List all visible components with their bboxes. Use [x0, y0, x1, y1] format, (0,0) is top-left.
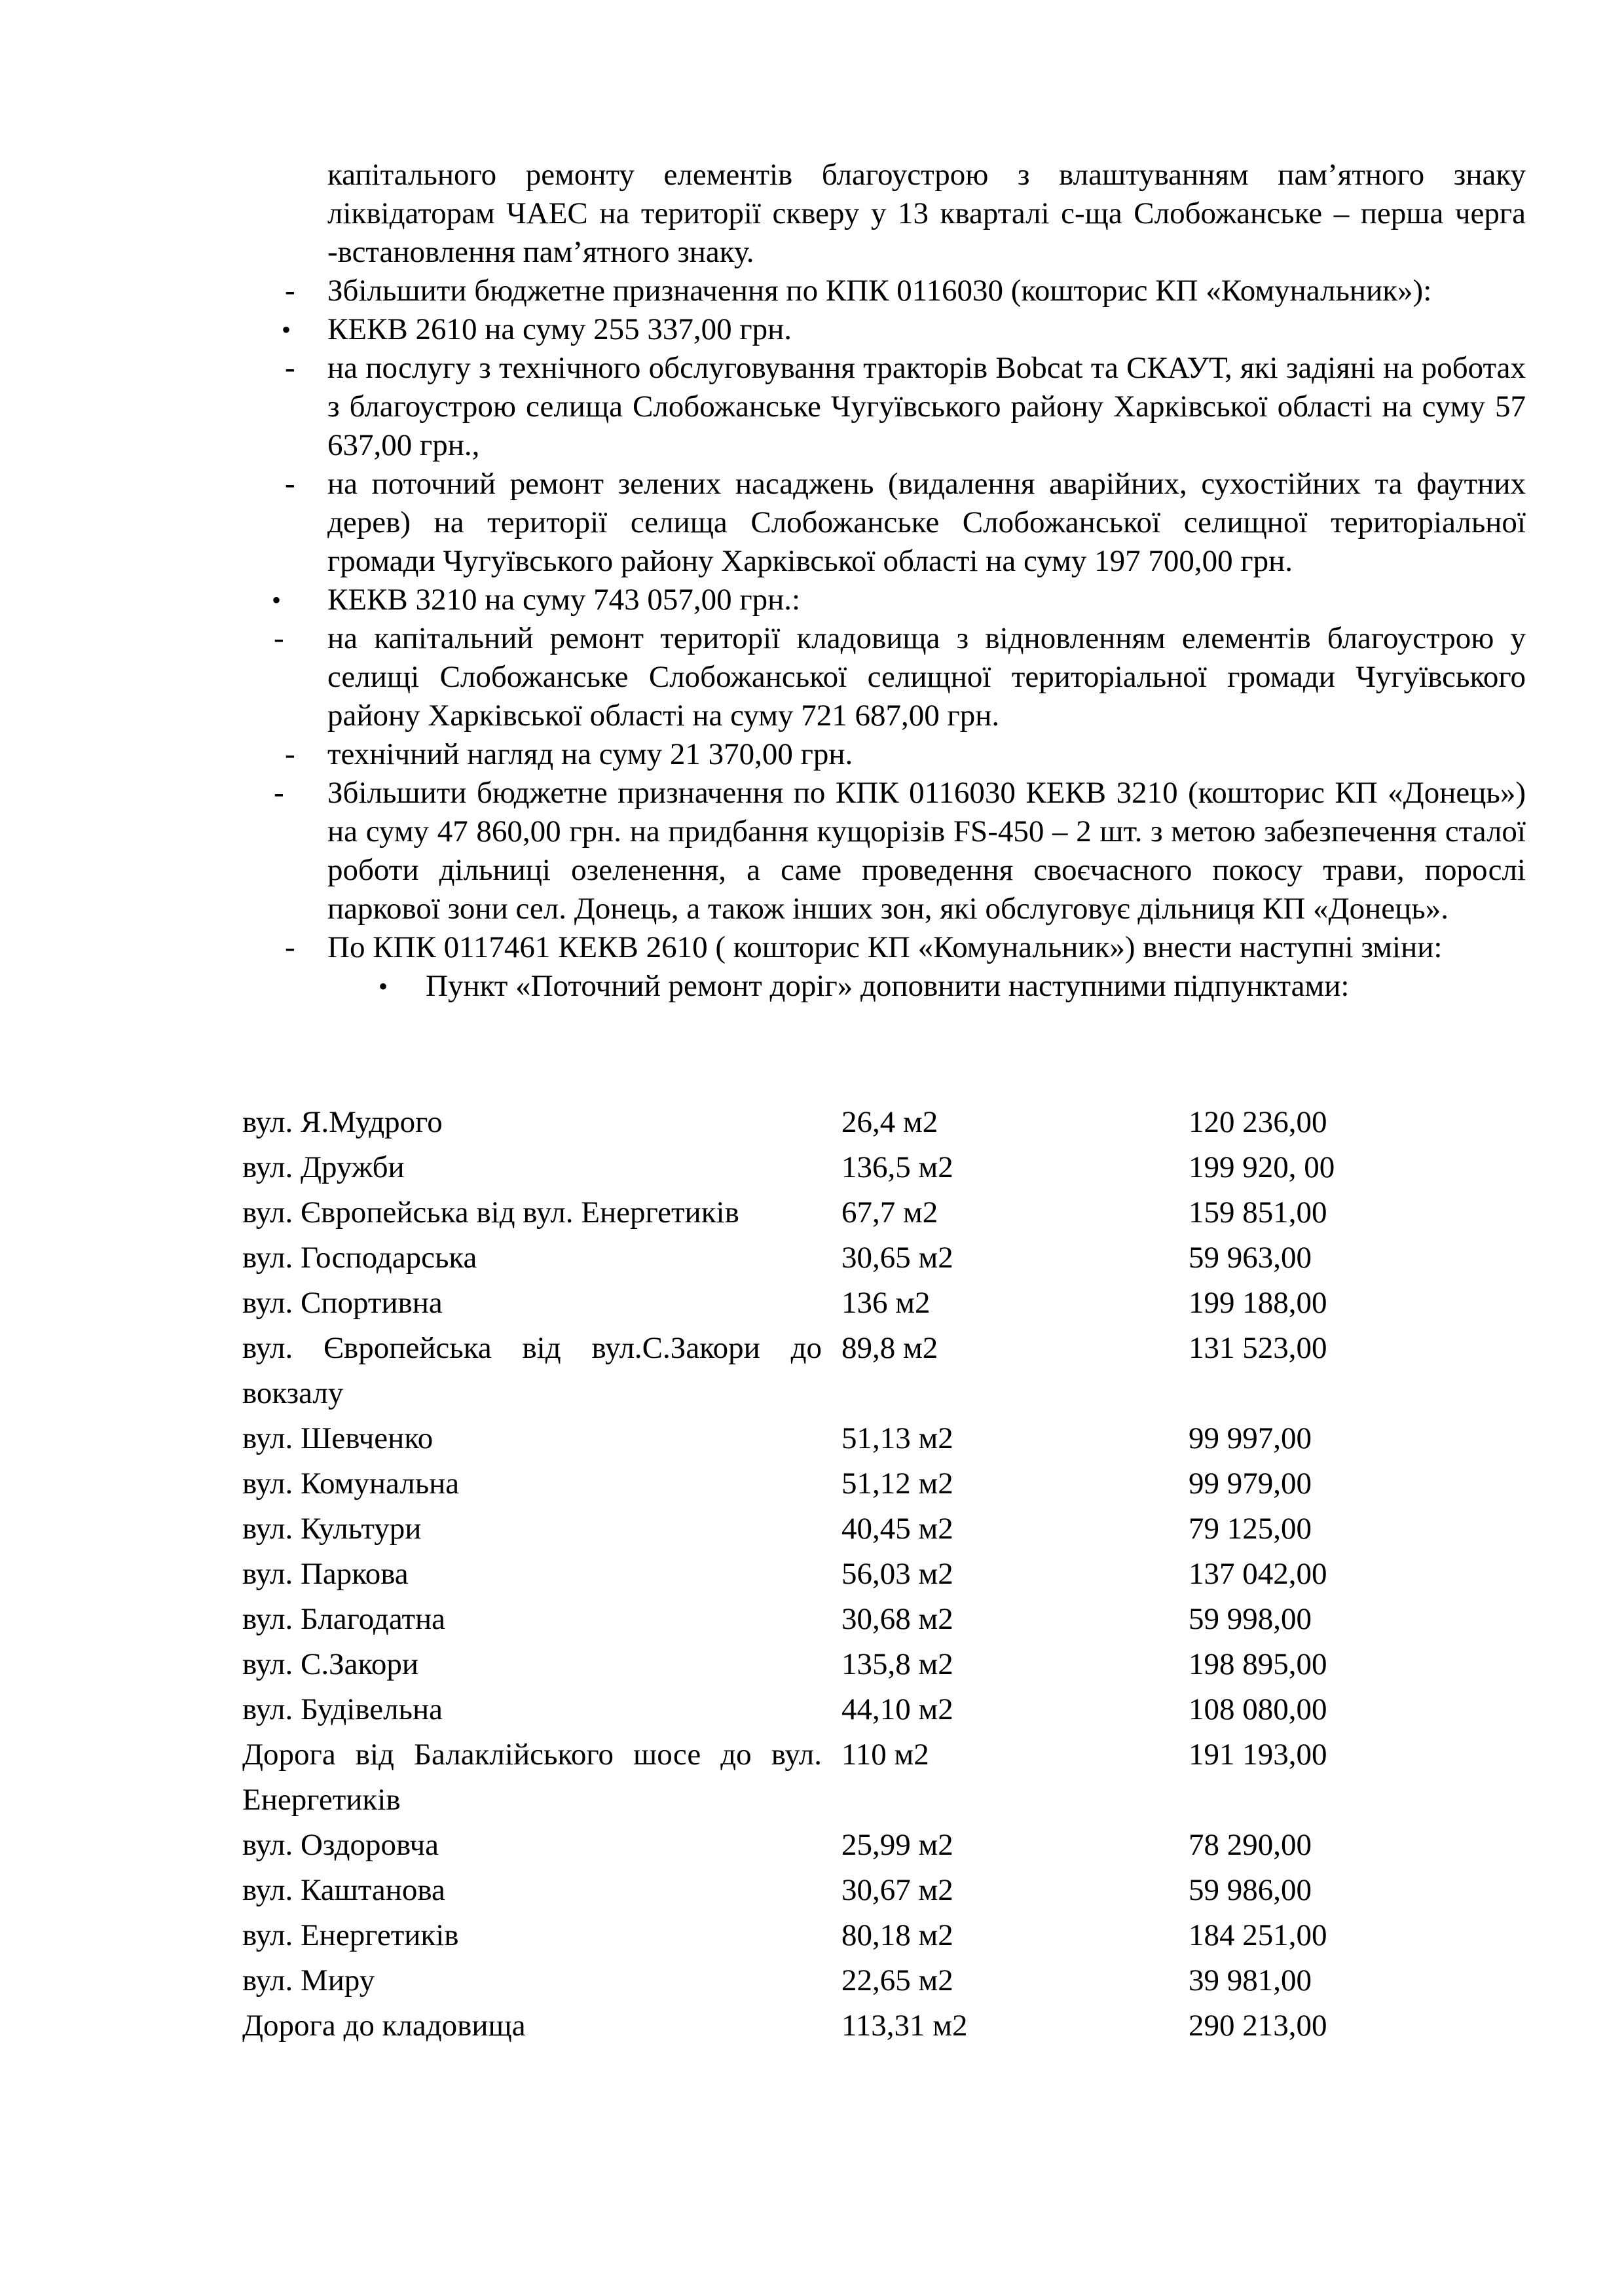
- road-sum: 184 251,00: [1189, 1918, 1327, 1952]
- road-sum: 39 981,00: [1189, 1963, 1312, 1997]
- dash-marker: -: [285, 351, 295, 385]
- list-item-dash: [242, 272, 1526, 310]
- road-name: вул. Господарська: [242, 1241, 477, 1275]
- table-row: [242, 1868, 1421, 1913]
- paragraph-text: КЕКВ 3210 на суму 743 057,00 грн.:: [327, 583, 801, 617]
- table-row: [242, 1235, 1421, 1281]
- road-area: 30,65 м2: [841, 1241, 953, 1275]
- table-row: [242, 1281, 1421, 1326]
- table-row: [242, 1416, 1421, 1461]
- road-sum: 159 851,00: [1189, 1195, 1327, 1230]
- table-row: [242, 1190, 1421, 1235]
- table-row: [242, 1100, 1421, 1145]
- road-sum: 108 080,00: [1189, 1692, 1327, 1726]
- paragraph-text: капітального ремонту елементів благоустрою з влаштуванням пам’ятного знаку ліквідаторам ЧАЕС на території скверу у 13 кварталі с-ща Слобожанське – перша черга -встановлення пам’ятного знаку.: [327, 158, 1526, 269]
- road-sum: 78 290,00: [1189, 1828, 1312, 1862]
- road-name: вул. Каштанова: [242, 1873, 445, 1907]
- table-row: [242, 1732, 1421, 1823]
- road-name: Дорога до кладовища: [242, 2009, 526, 2043]
- table-row: [242, 1958, 1421, 2003]
- road-sum: 99 997,00: [1189, 1421, 1312, 1455]
- road-name: вул. Дружби: [242, 1150, 405, 1184]
- list-item-bullet: [242, 581, 1526, 619]
- road-name: вул. Європейська від вул. Енергетиків: [242, 1195, 739, 1230]
- road-name: вул. Культури: [242, 1512, 422, 1546]
- road-name: вул. Шевченко: [242, 1421, 434, 1455]
- paragraph-text: технічний нагляд на суму 21 370,00 грн.: [327, 737, 853, 771]
- road-area: 25,99 м2: [841, 1828, 953, 1862]
- road-name: вул. Комунальна: [242, 1467, 460, 1501]
- list-item-dash: [242, 928, 1526, 967]
- road-area: 113,31 м2: [841, 2009, 968, 2043]
- road-sum: 79 125,00: [1189, 1512, 1312, 1546]
- road-area: 67,7 м2: [841, 1195, 938, 1230]
- road-area: 136,5 м2: [841, 1150, 953, 1184]
- list-item-subbullet: [242, 967, 1526, 1006]
- road-name: вул. С.Закори: [242, 1647, 419, 1681]
- road-area: 44,10 м2: [841, 1692, 953, 1726]
- dash-marker: -: [285, 737, 295, 771]
- road-name: вул. Європейська від вул.С.Закори до вокзалу: [242, 1331, 822, 1410]
- road-area: 136 м2: [841, 1286, 931, 1320]
- road-sum: 59 998,00: [1189, 1602, 1312, 1636]
- table-row: [242, 1823, 1421, 1868]
- paragraph-text: на капітальний ремонт території кладовища з відновленням елементів благоустрою у селищі Слобожанське Слобожанської селищної територіальної громади Чугуївського району Харківської області на суму 721 687,00 грн.: [327, 621, 1526, 733]
- paragraph-text: КЕКВ 2610 на суму 255 337,00 грн.: [327, 312, 792, 346]
- paragraph-text: на послугу з технічного обслуговування тракторів Bobcat та СКАУТ, які задіяні на роботах з благоустрою селища Слобожанське Чугуївського району Харківської області на суму 57 637,00 грн.,: [327, 351, 1526, 462]
- bullet-icon: •: [378, 972, 388, 1001]
- paragraph-text: Збільшити бюджетне призначення по КПК 0116030 (кошторис КП «Комунальник»):: [327, 274, 1432, 308]
- road-name: вул. Будівельна: [242, 1692, 443, 1726]
- road-name: вул. Спортивна: [242, 1286, 443, 1320]
- dash-marker: -: [285, 274, 295, 308]
- dash-marker: -: [285, 467, 295, 501]
- road-area: 56,03 м2: [841, 1557, 953, 1591]
- road-area: 135,8 м2: [841, 1647, 953, 1681]
- table-row: [242, 1326, 1421, 1416]
- road-name: вул. Миру: [242, 1963, 375, 1997]
- table-row: [242, 1506, 1421, 1552]
- list-item-dash: [242, 735, 1526, 774]
- table-row: [242, 1145, 1421, 1190]
- road-sum: 59 986,00: [1189, 1873, 1312, 1907]
- paragraph-text: Збільшити бюджетне призначення по КПК 0116030 КЕКВ 3210 (кошторис КП «Донець») на суму 47 860,00 грн. на придбання кущорізів FS-450 – 2 шт. з метою забезпечення сталої роботи дільниці озеленення, а саме проведення своєчасного покосу трави, порослі паркової зони сел. Донець, а також інших зон, які обслуговує дільниця КП «Донець».: [327, 776, 1526, 926]
- road-sum: 137 042,00: [1189, 1557, 1327, 1591]
- road-area: 51,13 м2: [841, 1421, 953, 1455]
- road-sum: 59 963,00: [1189, 1241, 1312, 1275]
- road-area: 40,45 м2: [841, 1512, 953, 1546]
- list-item-dash: [242, 774, 1526, 928]
- paragraph-text: на поточний ремонт зелених насаджень (видалення аварійних, сухостійних та фаутних дерев) на території селища Слобожанське Слобожанської селищної територіальної громади Чугуївського району Харківської області на суму 197 700,00 грн.: [327, 467, 1526, 578]
- table-row: [242, 1461, 1421, 1506]
- road-sum: 191 193,00: [1189, 1738, 1327, 1772]
- paragraph-text: По КПК 0117461 КЕКВ 2610 ( кошторис КП «Комунальник») внести наступні зміни:: [327, 930, 1443, 964]
- table-row: [242, 1552, 1421, 1597]
- road-sum: 131 523,00: [1189, 1331, 1327, 1365]
- roads-table: [242, 1100, 1421, 2049]
- road-sum: 99 979,00: [1189, 1467, 1312, 1501]
- road-area: 22,65 м2: [841, 1963, 953, 1997]
- road-sum: 290 213,00: [1189, 2009, 1327, 2043]
- bullet-icon: •: [272, 585, 282, 615]
- road-name: вул. Я.Мудрого: [242, 1105, 443, 1139]
- list-item-bullet: [242, 310, 1526, 349]
- road-area: 80,18 м2: [841, 1918, 953, 1952]
- list-item-dash: [242, 465, 1526, 581]
- road-sum: 120 236,00: [1189, 1105, 1327, 1139]
- road-name: Дорога від Балаклійського шосе до вул. Енергетиків: [242, 1738, 822, 1817]
- list-item-dash: [242, 349, 1526, 465]
- road-area: 89,8 м2: [841, 1331, 938, 1365]
- bullet-icon: •: [282, 315, 291, 344]
- road-name: вул. Паркова: [242, 1557, 409, 1591]
- paragraph-text: Пункт «Поточний ремонт доріг» доповнити наступними підпунктами:: [426, 969, 1350, 1003]
- road-area: 110 м2: [841, 1738, 929, 1772]
- road-sum: 199 188,00: [1189, 1286, 1327, 1320]
- road-area: 30,67 м2: [841, 1873, 953, 1907]
- list-item-dash: [242, 619, 1526, 735]
- paragraph-continuation: [242, 156, 1526, 272]
- dash-marker: -: [274, 621, 284, 655]
- road-name: вул. Благодатна: [242, 1602, 446, 1636]
- table-row: [242, 1913, 1421, 1958]
- road-name: вул. Оздоровча: [242, 1828, 439, 1862]
- dash-marker: -: [285, 930, 295, 964]
- road-name: вул. Енергетиків: [242, 1918, 459, 1952]
- dash-marker: -: [274, 776, 284, 810]
- road-area: 30,68 м2: [841, 1602, 953, 1636]
- table-row: [242, 2003, 1421, 2049]
- road-sum: 198 895,00: [1189, 1647, 1327, 1681]
- table-row: [242, 1687, 1421, 1732]
- road-sum: 199 920, 00: [1189, 1150, 1335, 1184]
- text-block: [242, 156, 1526, 1006]
- road-area: 26,4 м2: [841, 1105, 938, 1139]
- table-row: [242, 1597, 1421, 1642]
- road-area: 51,12 м2: [841, 1467, 953, 1501]
- table-row: [242, 1642, 1421, 1687]
